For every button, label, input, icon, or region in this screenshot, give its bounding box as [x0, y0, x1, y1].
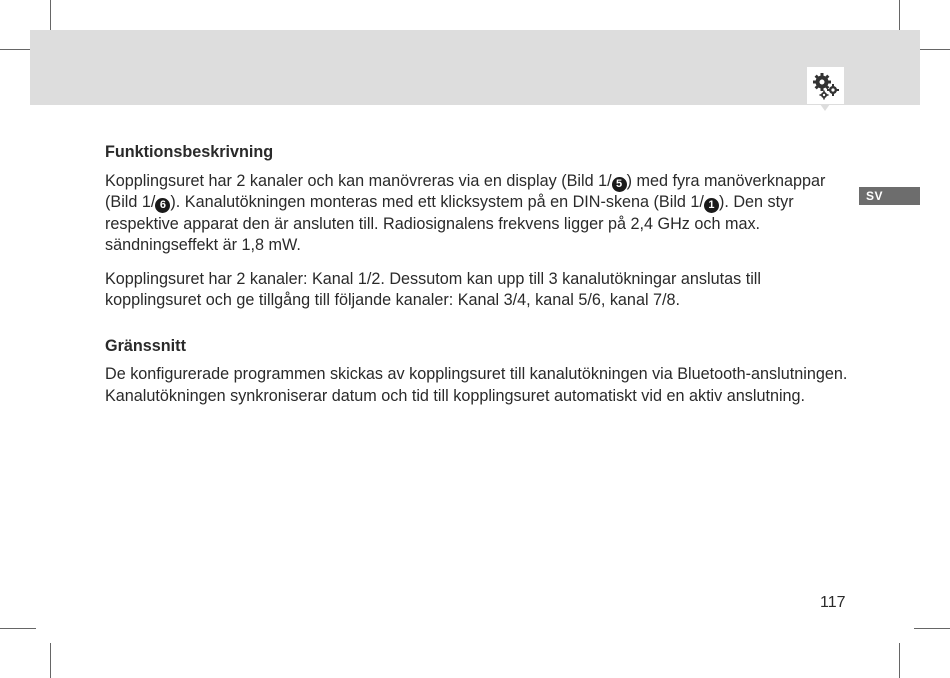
paragraph: [105, 171, 850, 257]
crop-mark: [899, 643, 900, 678]
crop-mark: [50, 643, 51, 678]
gears-icon-tab: [807, 67, 844, 104]
page-number: 117: [820, 594, 846, 611]
figure-number-badge: 1: [704, 198, 719, 213]
paragraph: Kopplingsuret har 2 kanaler: Kanal 1/2. Dessutom kan upp till 3 kanalutökningar anslutas till kopplingsuret och ge tillgång till följande kanaler: Kanal 3/4, kanal 5/6, kanal 7/8.: [105, 269, 761, 309]
language-tab: SV: [859, 187, 920, 205]
crop-mark: [0, 628, 36, 629]
figure-number-badge: 6: [155, 198, 170, 213]
section-function-description: [105, 142, 850, 312]
section-heading: Gränssnitt: [105, 336, 186, 355]
section-interface: [105, 336, 850, 408]
section-heading: Funktionsbeskrivning: [105, 143, 274, 161]
header-band: [30, 30, 920, 105]
figure-number-badge: 5: [612, 177, 627, 192]
paragraph: De konfigurerade programmen skickas av kopplingsuret till kanalutökningen via Bluetooth-anslutningen. Kanalutökningen synkroniserar datum och tid till kopplingsuret automatiskt vid en aktiv anslutning.: [105, 365, 848, 405]
page-content: [105, 142, 850, 419]
paragraph-text: ) med fyra manöverknappar (Bild 1/: [105, 171, 826, 211]
paragraph-text: ). Kanalutökningen monteras med ett klicksystem på en DIN-skena (Bild 1/: [170, 193, 704, 211]
crop-mark: [914, 628, 950, 629]
gears-tab-pointer: [820, 104, 830, 111]
paragraph-text: ). Den styr respektive apparat den är ansluten till. Radiosignalens frekvens ligger på 2,4 GHz och max. sändningseffekt är 1,8 mW.: [105, 193, 794, 254]
paragraph-text: Kopplingsuret har 2 kanaler och kan manövreras via en display (Bild 1/: [105, 171, 612, 190]
